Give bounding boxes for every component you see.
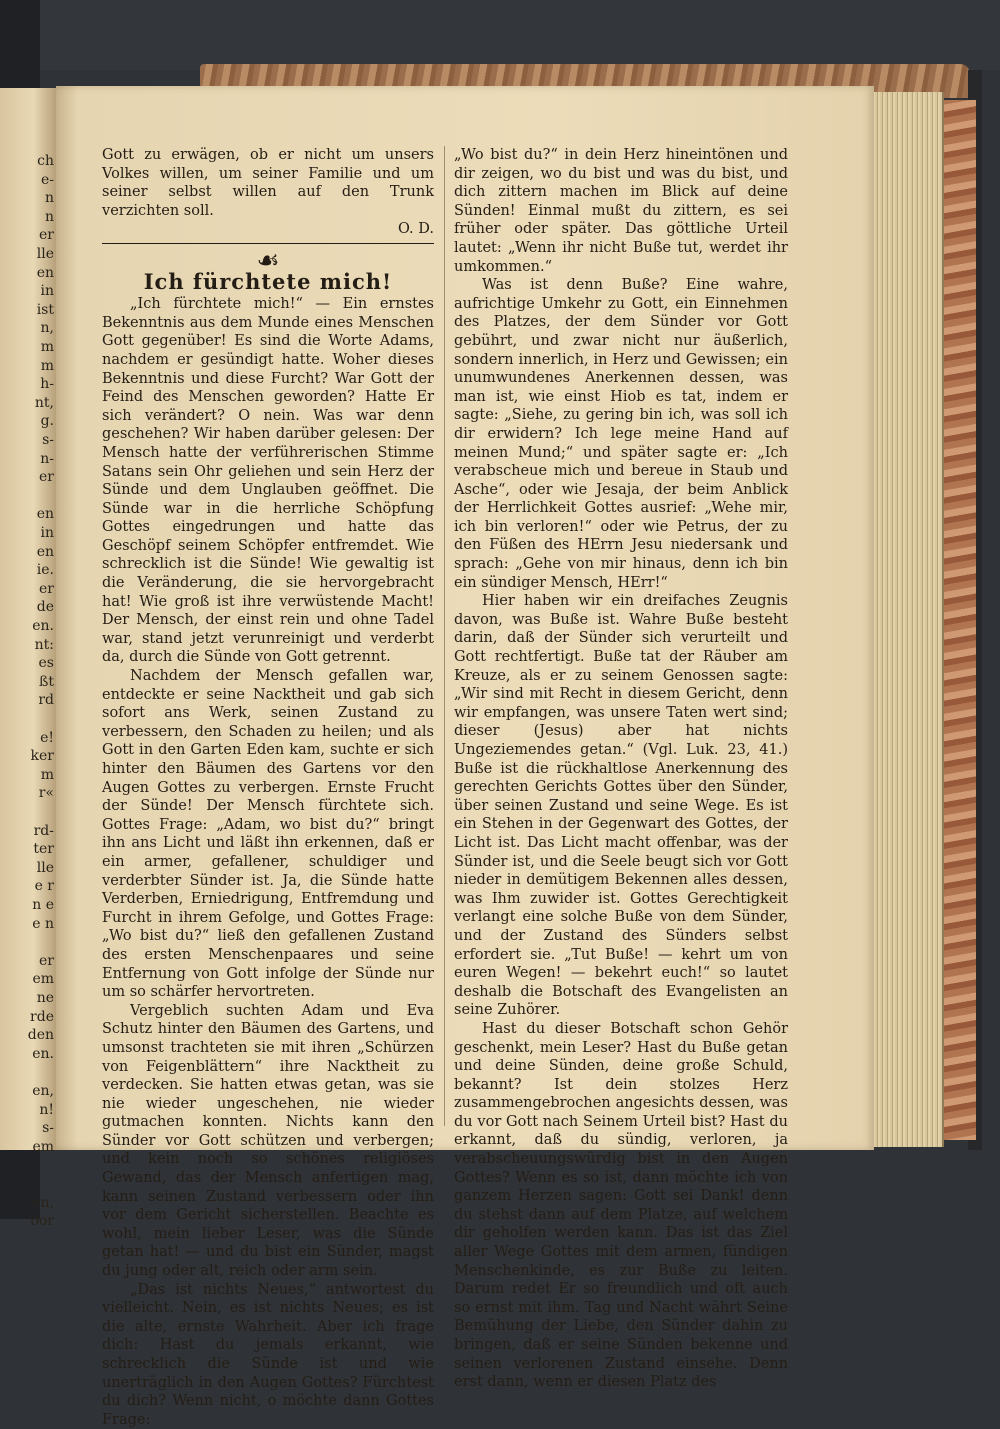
left-page-fragment: e! [40, 729, 54, 746]
left-page-fragment: e r [34, 878, 54, 895]
paragraph: „Ich fürchtete mich!“ — Ein ernstes Bekenntnis aus dem Munde eines Menschen Gott gegenüber! Es sind die Worte Adams, nachdem er gesündigt hatte. Woher dieses Bekenntnis und diese Furcht? War Gott der Feind des Menschen geworden? Hatte Er sich verändert? O nein. Was war denn geschehen? Wir haben darüber gelesen: Der Mensch hatte der verführerischen Stimme Satans sein Ohr geliehen und sein Herz der Sünde und dem Unglauben geöffnet. Die Sünde war in die herrliche Schöpfung Gottes eingedrungen und hatte das Geschöpf seinem Schöpfer entfremdet. Wie schrecklich ist die Sünde! Wie gewaltig ist die Veränderung, die sie hervorgebracht hat! Wie groß ist ihre verwüstende Macht! Der Mensch, der einst rein und ohne Tadel war, stand jetzt verunreinigt und verderbt da, durch die Sünde von Gott getrennt. [102, 296, 434, 666]
left-page-fragment: ie. [36, 562, 54, 579]
left-page-fragment: oor [30, 1213, 54, 1230]
left-page-fragment: n [44, 190, 54, 207]
section-divider [102, 243, 434, 244]
left-page-fragment: m [40, 357, 54, 374]
paragraph: „Wo bist du?“ in dein Herz hineintönen und dir zeigen, wo du bist und was du bist, und dich zittern machen im Blick auf deine Sünden! Einmal mußt du zittern, es sei früher oder später. Das göttliche Urteil lautet: „Wenn ihr nicht Buße tut, werdet ihr umkommen.“ [454, 147, 788, 275]
left-page-fragment: nt, [34, 394, 54, 411]
left-page-fragment: em [32, 971, 54, 988]
left-page-fragment: e- [40, 171, 54, 188]
left-page-fragment: nt: [34, 636, 54, 653]
left-page-fragment: er [39, 952, 54, 969]
column-left [102, 146, 434, 1429]
ornament-icon: ☙ [256, 245, 280, 276]
left-page-fragment: de [36, 599, 54, 616]
left-page-fragment: lle [36, 859, 54, 876]
left-page-fragment: en. [32, 1045, 54, 1062]
left-page-fragment: g. [40, 413, 54, 430]
left-page-fragment: er [39, 227, 54, 244]
article-title: Ich fürchtete mich! [143, 268, 393, 294]
left-page-fragment: en [36, 264, 54, 281]
paragraph: Nachdem der Mensch gefallen war, entdeckte er seine Nacktheit und gab sich sofort ans Werk, seinen Zustand zu verbessern, den Schaden zu heilen; und als Gott in den Garten Eden kam, suchte er sich hinter den Bäumen des Gartens vor den Augen Gottes zu verbergen. Ernste Frucht der Sünde! Der Mensch fürchtete sich. Gottes Frage: „Adam, wo bist du?“ bringt ihn ans Licht und läßt ihn erkennen, daß er ein armer, gefallener, schuldiger und verderbter Sünder ist. Ja, die Sünde hatte Verderben, Erniedrigung, Entfremdung und Furcht in ihrem Gefolge, und Gottes Frage: „Wo bist du?“ ließ den gefallenen Zustand des ersten Menschenpaares und seine Entfernung von Gott infolge der Sünde nur um so schärfer hervortreten. [102, 668, 434, 1001]
left-page-fragment: s- [42, 1120, 54, 1137]
left-page-fragment: e n [32, 915, 54, 932]
paragraph: Hast du dieser Botschaft schon Gehör geschenkt, mein Leser? Hast du Buße getan und deine Sünden, deine große Schuld, bekannt? Ist dein stolzes Herz zusammengebrochen angesichts dessen, was du vor Gott nach Seinem Urteil bist? Hast du erkannt, daß du sündig, verloren, ja verabscheuungswürdig bist in den Augen Gottes? Wenn es so ist, dann möchte ich von ganzem Herzen sagen: Gott sei Dank! denn du stehst dann auf dem Platze, auf welchem dir geholfen werden kann. Das ist das Ziel aller Wege Gottes mit dem armen, fündigen Menschenkinde, es zur Buße zu leiten. Darum redet Er so freundlich und oft auch so ernst mit ihm. Tag und Nacht währt Seine Bemühung der Liebe, den Sünder dahin zu bringen, daß er seine Sünden bekenne und seinen verlorenen Zustand einsehe. Denn erst dann, wenn er diesen Platz des [454, 1020, 788, 1391]
left-page-fragment: ch [37, 153, 54, 169]
left-page-fragment: n [44, 208, 54, 225]
left-page-fragment: ker [30, 748, 54, 765]
paragraph: Vergeblich suchten Adam und Eva Schutz hinter den Bäumen des Gartens, und umsonst trachteten sie mit ihren „Schürzen von Feigenblättern“ ihre Nacktheit zu verdecken. Sie hatten etwas getan, was sie nie wieder ungeschehen, nie wieder gutmachen konnten. Nichts kann den Sünder vor Gott schützen und verbergen; und kein noch so schönes religiöses Gewand, das der Mensch anfertigen mag, kann seinen Zustand verbessern oder ihn vor dem Gericht sicherstellen. Beachte es wohl, mein lieber Leser, was die Sünde getan hat! — und du bist ein Sünder, magst du jung oder alt, reich oder arm sein. [102, 1002, 434, 1280]
left-page-fragment: rd [38, 692, 54, 709]
page-edges [870, 92, 944, 1147]
left-page-fragment: rde [30, 1008, 54, 1025]
left-page-fragment: in [40, 283, 54, 300]
paragraph: Was ist denn Buße? Eine wahre, aufrichtige Umkehr zu Gott, ein Einnehmen des Platzes, der dem Sünder vor Gott gebührt, und zwar nicht nur äußerlich, sondern innerlich, in Herz und Gewissen; ein unumwundenes Anerkennen dessen, was man ist, wie einst Hiob es tat, indem er sagte: „Siehe, zu gering bin ich, was soll ich dir erwidern? Ich lege meine Hand auf meinen Mund;“ und später sagte er: „Ich verabscheue mich und bereue in Staub und Asche“, oder wie Jesaja, der beim Anblick der Herrlichkeit Gottes ausrief: „Wehe mir, ich bin verloren!“ oder wie Petrus, der zu den Füßen des HErrn Jesu niedersank und sprach: „Gehe von mir hinaus, denn ich bin ein sündiger Mensch, HErr!“ [454, 277, 788, 591]
left-page-fragment: lle [36, 246, 54, 262]
background-top [0, 0, 1000, 70]
left-page-fragment: n! [39, 1101, 54, 1118]
opening-paragraph: Gott zu erwägen, ob er nicht um unsers Volkes willen, um seiner Familie und um seiner selbst willen auf den Trunk verzichten soll. [102, 147, 434, 219]
left-page-fragment: rd- [33, 822, 54, 839]
left-page-fragment: es [38, 655, 54, 672]
paragraph: „Das ist nichts Neues,“ antwortest du vielleicht. Nein, es ist nichts Neues; es ist die alte, ernste Wahrheit. Aber ich frage dich: Hast du jemals erkannt, wie schrecklich die Sünde ist und wie unerträglich in den Augen Gottes? Fürchtest du dich? Wenn nicht, o möchte dann Gottes Frage: [102, 1281, 434, 1428]
left-page-fragment: ßt [39, 673, 54, 690]
left-page-fragment: in [40, 525, 54, 541]
left-page-fragment: h- [40, 376, 54, 393]
left-page-fragment: n e [32, 897, 54, 913]
left-page-fragment: r« [38, 785, 54, 802]
left-page-fragment: ne [36, 990, 54, 1006]
left-page-fragment: en, [32, 1194, 54, 1211]
signature: O. D. [398, 221, 434, 238]
left-page-fragment: m [40, 766, 54, 783]
paragraph: Hier haben wir ein dreifaches Zeugnis davon, was Buße ist. Wahre Buße besteht darin, daß der Sünder sich verurteilt und Gott rechtfertigt. Buße tat der Räuber am Kreuze, als er zu seinem Genossen sagte: „Wir sind mit Recht in diesem Gericht, denn wir empfangen, was unsere Taten wert sind; dieser (Jesus) aber hat nichts Ungeziemendes getan.“ (Vgl. Luk. 23, 41.) Buße ist die rückhaltlose Anerkennung des gerechten Gerichts Gottes über den Sünder, über seinen Zustand und seine Wege. Es ist ein Stehen in der Gegenwart des Gottes, der Licht ist. Das Licht macht offenbar, was der Sünder ist, und die Seele beugt sich vor Gott nieder in demütigem Bekennen alles dessen, was Ihm zuwider ist. Gottes Gerechtigkeit verlangt eine solche Buße von dem Sünder, und der Zustand des Sünders selbst erfordert sie. „Tut Buße! — kehrt um von euren Wegen! — bekehrt euch!“ so lautet deshalb die Botschaft des Evangelisten an seine Zuhörer. [454, 593, 788, 1019]
left-page-fragment: er [39, 580, 54, 597]
main-page [56, 86, 874, 1428]
left-page-fragment: en [36, 543, 54, 560]
left-page-fragment: er [39, 469, 54, 486]
left-page-fragment: ter [33, 841, 54, 858]
left-page [0, 88, 56, 1230]
left-page-fragment: s- [42, 432, 54, 448]
left-page-fragment: en [36, 506, 54, 523]
left-page-fragment: en. [32, 618, 54, 634]
column-rule [444, 146, 445, 1126]
left-page-fragment: ist [36, 301, 54, 318]
left-page-fragment: n, [40, 320, 54, 337]
left-page-fragment: den [27, 1027, 54, 1044]
left-page-fragment: m [40, 339, 54, 355]
left-page-fragment: em [32, 1138, 54, 1155]
left-page-fragment: en, [32, 1083, 54, 1099]
left-page-fragment: n- [40, 450, 54, 467]
column-right [454, 146, 788, 1392]
